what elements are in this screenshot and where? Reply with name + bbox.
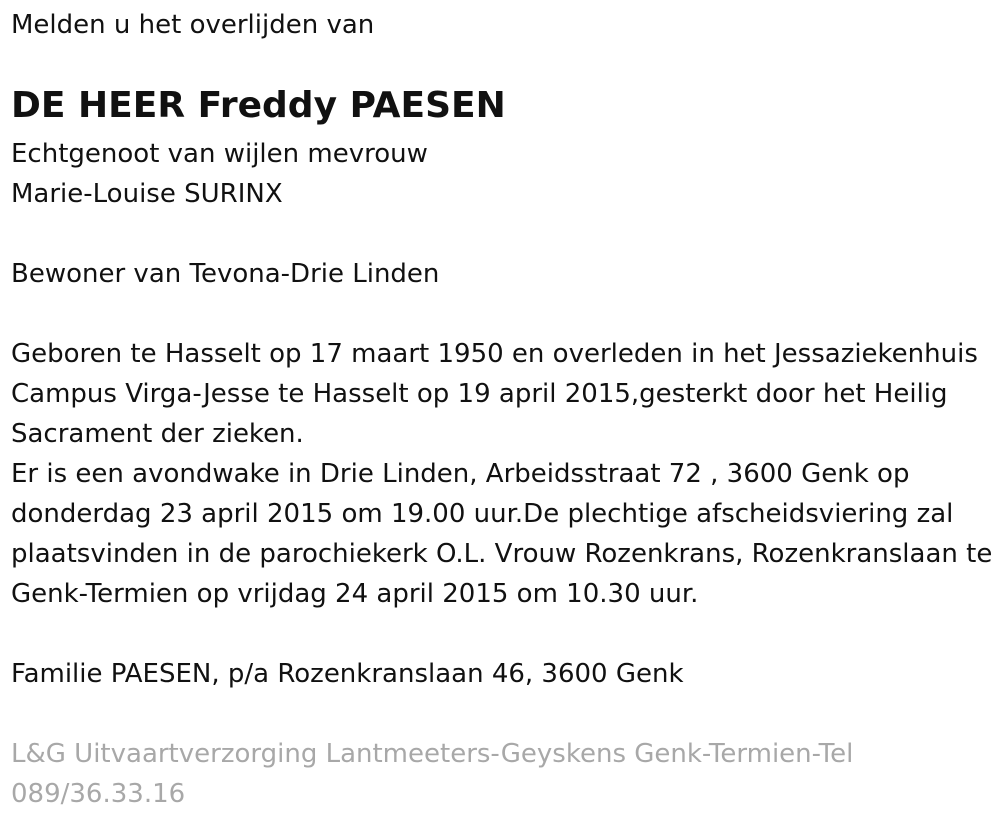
ceremony-paragraph: Er is een avondwake in Drie Linden, Arbeidsstraat 72 , 3600 Genk op donderdag 23 april 2015 om 19.00 uur.De plechtige afscheidsviering zal plaatsvinden in de parochiekerk O.L. Vrouw Rozenkrans, Rozenkranslaan te Genk-Termien op vrijdag 24 april 2015 om 10.30 uur. (11, 459, 993, 609)
intro-text: Melden u het overlijden van (11, 10, 375, 40)
notice-body (11, 334, 996, 614)
spouse-line-2: Marie-Louise SURINX (11, 179, 283, 209)
deceased-name: DE HEER Freddy PAESEN (11, 85, 506, 126)
undertaker-info: L&G Uitvaartverzorging Lantmeeters-Geyskens Genk-Termien-Tel 089/36.33.16 (11, 739, 854, 809)
spouse-line-1: Echtgenoot van wijlen mevrouw (11, 139, 428, 169)
birth-death-paragraph: Geboren te Hasselt op 17 maart 1950 en overleden in het Jessaziekenhuis Campus Virga-Jesse te Hasselt op 19 april 2015,gesterkt door het Heilig Sacrament der zieken. (11, 339, 978, 449)
family-contact: Familie PAESEN, p/a Rozenkranslaan 46, 3600 Genk (11, 659, 684, 689)
residence-text: Bewoner van Tevona-Drie Linden (11, 259, 440, 289)
